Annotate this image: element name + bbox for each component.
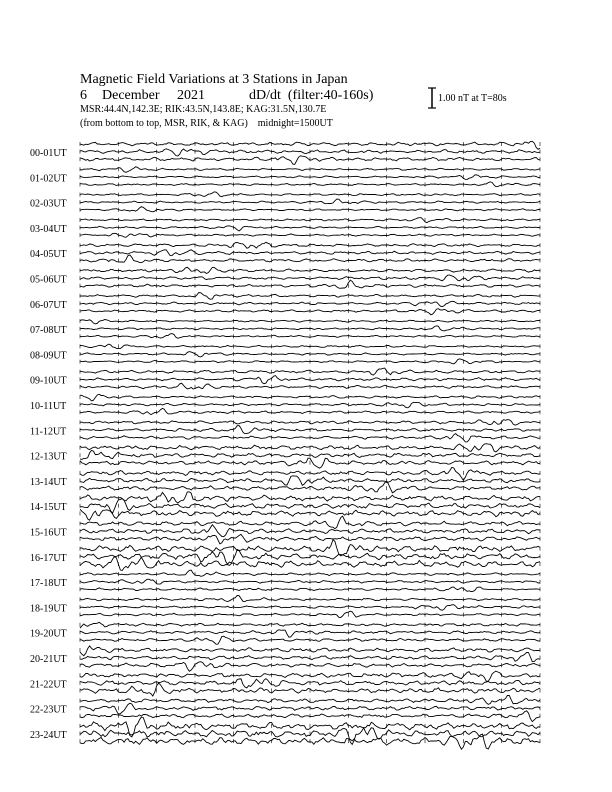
page-title: Magnetic Field Variations at 3 Stations in Japan xyxy=(80,72,348,87)
hour-row-label: 22-23UT xyxy=(30,704,67,716)
hour-row-label: 16-17UT xyxy=(30,552,67,564)
hour-row-label: 06-07UT xyxy=(30,299,67,311)
hour-row-label: 20-21UT xyxy=(30,654,67,665)
hour-row-label: 18-19UT xyxy=(30,603,67,615)
trace-msr xyxy=(80,711,540,722)
hour-row-label: 00-01UT xyxy=(30,148,67,159)
date-year: 2021 xyxy=(177,88,205,103)
trace-rik xyxy=(80,426,540,434)
stations-line: MSR:44.4N,142.3E; RIK:43.5N,143.8E; KAG:31.5N,130.7E xyxy=(80,104,327,115)
scale-label: 1.00 nT at T=80s xyxy=(438,93,507,104)
trace-rik xyxy=(80,550,540,565)
hour-row-label: 07-08UT xyxy=(30,325,67,337)
filter-label: (filter:40-160s) xyxy=(287,88,374,103)
hour-row-label: 21-22UT xyxy=(30,679,67,691)
trace-kag xyxy=(80,540,540,556)
hour-row-label: 05-06UT xyxy=(30,274,67,286)
hour-row-label: 19-20UT xyxy=(30,628,67,640)
midnight-note: midnight=1500UT xyxy=(257,118,333,129)
hour-row-label: 14-15UT xyxy=(30,502,67,514)
hour-row-label: 02-03UT xyxy=(30,198,67,210)
trace-rik xyxy=(80,499,540,513)
trace-kag xyxy=(80,293,540,300)
trace-msr xyxy=(80,156,540,165)
trace-msr xyxy=(80,636,540,644)
hour-row-label: 17-18UT xyxy=(30,578,67,590)
hour-row-label: 10-11UT xyxy=(30,401,67,412)
hour-row-label: 08-09UT xyxy=(30,350,67,362)
hour-row-label: 23-24UT xyxy=(30,729,67,741)
date-day: 6 xyxy=(80,88,87,103)
trace-msr xyxy=(80,434,540,442)
hour-row-label: 11-12UT xyxy=(30,426,67,438)
hour-row-label: 04-05UT xyxy=(30,249,67,261)
hour-row-label: 03-04UT xyxy=(30,223,67,235)
hour-row-label: 13-14UT xyxy=(30,476,67,488)
hour-row-label: 09-10UT xyxy=(30,375,67,387)
hour-row-label: 01-02UT xyxy=(30,173,67,185)
hour-row-label: 12-13UT xyxy=(30,451,67,463)
trace-msr xyxy=(80,481,540,493)
date-month: December xyxy=(102,88,160,103)
trace-rik xyxy=(80,376,540,384)
hour-row-label: 15-16UT xyxy=(30,527,67,539)
order-note: (from bottom to top, MSR, RIK, & KAG) xyxy=(80,118,248,129)
trace-kag xyxy=(80,671,540,681)
component-label: dD/dt xyxy=(249,88,281,103)
trace-rik xyxy=(80,525,540,537)
